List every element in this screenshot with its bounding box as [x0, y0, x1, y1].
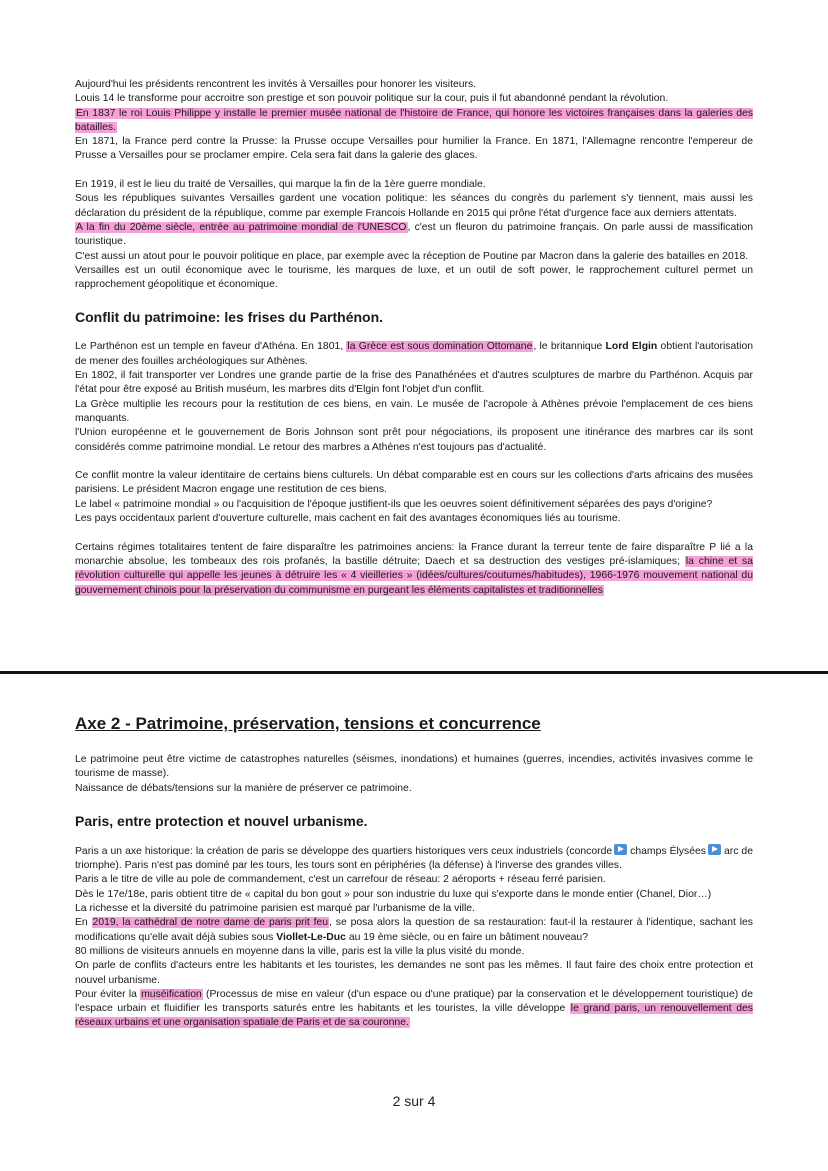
- section-heading: Paris, entre protection et nouvel urbanisme.: [75, 812, 368, 829]
- paragraph: Le label « patrimoine mondial » ou l'acquisition de l'époque justifient-ils que les oeuvres soient définitivement séparées des pays d'origine?: [75, 498, 713, 510]
- section-heading: Conflit du patrimoine: les frises du Parthénon.: [75, 309, 384, 326]
- paragraph: [75, 541, 753, 598]
- text: En: [75, 917, 92, 929]
- highlight: 2019, la cathédral de notre dame de paris prit feu: [92, 917, 329, 929]
- page-number: 2 sur 4: [392, 1093, 436, 1109]
- text: champs Élysées: [627, 845, 706, 857]
- text: (Processus de mise en valeur (d'un espace ou d'une pratique) par la conservation et le développement touristique) de l'espace urbain et fluidifier les transports saturés entre les habitants et les touristes, la ville développe: [75, 988, 753, 1015]
- paragraph: [75, 221, 753, 250]
- highlight: A la fin du 20ème siècle, entrée au patrimoine mondial de l'UNESCO: [76, 221, 407, 233]
- text: Certains régimes totalitaires tentent de faire disparaître les patrimoines anciens: la France durant la terreur tente de faire disparaître P lié a la monarchie absolue, les tombeaux des rois profanés, la bastille détruite; Daech et sa destruction des vestiges pré-islamiques;: [75, 541, 753, 567]
- paragraph: La Grèce multiplie les recours pour la restitution de ces biens, en vain. Le musée de l'acropole à Athènes prévoie l'emplacement de ces biens manquants.: [75, 398, 753, 424]
- paragraph: [75, 916, 753, 945]
- highlight: muséification: [141, 988, 202, 1000]
- paragraph: Les pays occidentaux parlent d'ouverture culturelle, mais cachent en fait des avantages économiques liés au tourisme.: [75, 513, 621, 525]
- paragraph: Dès le 17e/18e, paris obtient titre de « capital du bon gout » pour son industrie du luxe qui s'exporte dans le monde entier (Chanel, Dior…): [75, 888, 712, 900]
- text: , c'est un fleuron du patrimoine français. On parle aussi de massification touristique.: [75, 221, 753, 248]
- paragraph: Paris a le titre de ville au pole de commandement, c'est un carrefour de réseau: 2 aéroports + réseau ferré parisien.: [75, 874, 606, 886]
- paragraph: En 1871, la France perd contre la Prusse: la Prusse occupe Versailles pour humilier la France. En 1871, l'Allemagne rencontre l'empereur de Prusse a Versailles pour se proclamer empire. Cela sera fait dans la galerie des glaces.: [75, 136, 753, 162]
- paragraph: Versailles est un outil économique avec le tourisme, les marques de luxe, et un outil de soft power, le rapprochement culturel permet un rapprochement géopolitique et économique.: [75, 264, 753, 291]
- paragraph: Aujourd'hui les présidents rencontrent les invités à Versailles pour honorer les visiteurs.: [75, 79, 477, 90]
- paragraph: 80 millions de visiteurs annuels en moyenne dans la ville, paris est la ville la plus visité du monde.: [75, 945, 525, 957]
- axe-heading: Axe 2 - Patrimoine, préservation, tensions et concurrence: [75, 714, 541, 733]
- text: , le britannique: [533, 341, 606, 353]
- paragraph: Louis 14 le transforme pour accroitre son prestige et son pouvoir politique sur la cour, puis il fut abandonné pendant la révolution.: [75, 93, 669, 105]
- paragraph: l'Union européenne et le gouvernement de Boris Johnson sont prêt pour négociations, ils proposent une itinérance des marbres car ils sont considérés comme patrimoine mondial. Le retour des marbres a Athènes n'est toujours pas d'actualité.: [75, 427, 753, 453]
- paragraph: En 1802, il fait transporter ver Londres une grande partie de la frise des Panathénées et d'autres sculptures de marbre du Parthénon. Acquis par l'état pour être exposé au British muséum, les marbres dits d'Elgin font l'objet d'un conflit.: [75, 370, 753, 396]
- highlight: la chine et sa révolution culturelle qui appelle les jeunes à détruire les « 4 vieilleries » (idées/cultures/coutumes/habitudes), 1966-1976 mouvement national du gouvernement chinois pour la préservation du communisme en purgeant les éléments capitalistes et traditionnelles: [75, 555, 753, 596]
- paragraph: [75, 844, 753, 874]
- highlight: En 1837 le roi Louis Philippe y installe le premier musée national de l'histoire de France, qui honore les victoires françaises dans la galeries des batailles.: [75, 107, 753, 133]
- paragraph: Sous les républiques suivantes Versailles gardent une vocation politique: les séances du congrès du parlement s'y tiennent, mais aussi les déclaration du président de la république, comme par exemple Francois Hollande en 2015 qui prône l'état d'urgence face aux derniers attentats.: [75, 193, 753, 219]
- paragraph: Le patrimoine peut être victime de catastrophes naturelles (séismes, inondations) et humaines (guerres, incendies, activités invasives comme le tourisme de masse).: [75, 754, 753, 780]
- text: Le Parthénon est un temple en faveur d'Athéna. En 1801,: [75, 341, 347, 353]
- right-arrow-icon: [614, 844, 627, 855]
- highlight: la Grèce est sous domination Ottomane: [347, 341, 533, 353]
- paragraph: [75, 107, 753, 136]
- text: au 19 ème siècle, ou en faire un bâtiment nouveau?: [345, 931, 588, 943]
- page-bottom-section: [75, 713, 753, 1031]
- text: Pour éviter la: [75, 988, 141, 1000]
- paragraph: Ce conflit montre la valeur identitaire de certains biens culturels. Un débat comparable est en cours sur les collections d'arts africains des musées parisiens. Le président Macron engage une restitution de ces biens.: [75, 470, 753, 496]
- paragraph: La richesse et la diversité du patrimoine parisien est marqué par l'urbanisme de la ville.: [75, 903, 475, 915]
- text: , se posa alors la question de sa restauration: faut-il la restaurer à l'identique, sachant les modifications qu'elle avait déjà subies sous: [75, 917, 753, 943]
- paragraph: [75, 340, 753, 369]
- paragraph: On parle de conflits d'acteurs entre les habitants et les touristes, les demandes ne sont pas les mêmes. Il faut faire des choix entre protection et nouvel urbanisme.: [75, 960, 753, 986]
- right-arrow-icon: [708, 844, 721, 855]
- text: arc de triomphe). Paris n'est pas dominé par les tours, les tours sont en périphéries (la défense) à l'inverse des grandes villes.: [75, 845, 753, 872]
- bold-text: Viollet-Le-Duc: [276, 931, 346, 943]
- bold-text: Lord Elgin: [605, 341, 658, 353]
- page-divider: [0, 671, 828, 674]
- paragraph: Naissance de débats/tensions sur la manière de préserver ce patrimoine.: [75, 782, 412, 794]
- paragraph: [75, 988, 753, 1031]
- highlight: le grand paris, un renouvellement des réseaux urbains et une organisation spatiale de Paris et de sa couronne.: [75, 1003, 753, 1029]
- text: obtient l'autorisation de mener des fouilles archéologiques sur Athènes.: [75, 341, 754, 367]
- page-top-section: [75, 78, 753, 598]
- text: Paris a un axe historique: la création de paris se développe des quartiers historiques vers ceux industriels (concorde: [75, 845, 613, 857]
- paragraph: C'est aussi un atout pour le pouvoir politique en place, par exemple avec la réception de Poutine par Macron dans la galerie des batailles en 2018.: [75, 250, 749, 262]
- paragraph: En 1919, il est le lieu du traité de Versailles, qui marque la fin de la 1ère guerre mondiale.: [75, 179, 486, 191]
